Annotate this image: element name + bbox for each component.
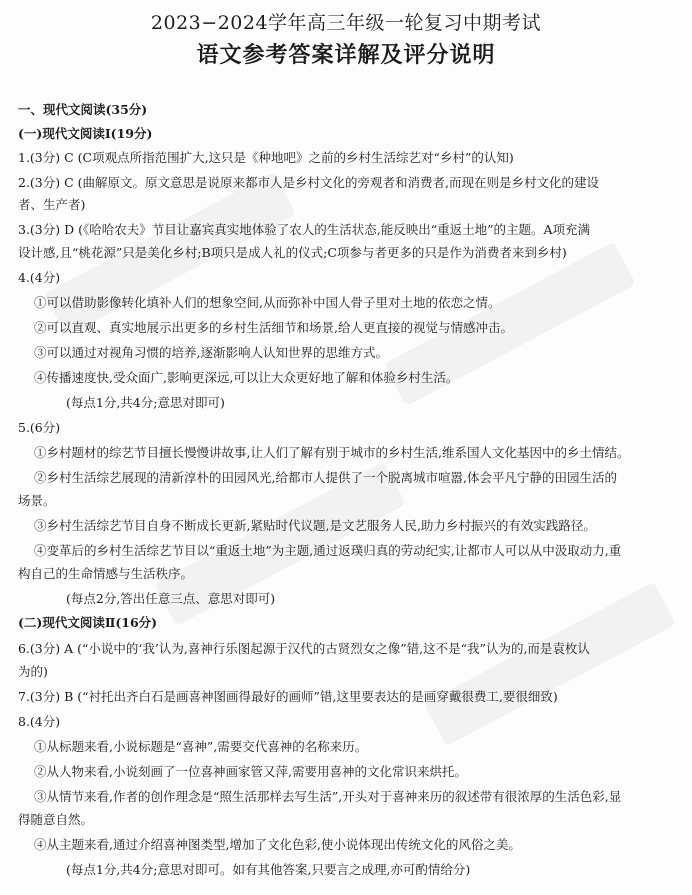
answer-point: ①可以借助影像转化填补人们的想象空间,从而弥补中国人骨子里对土地的依恋之情。 xyxy=(34,295,501,310)
answer-line: 为的) xyxy=(18,664,48,679)
section-heading: 一、现代文阅读(35分) xyxy=(18,102,148,117)
document-title: 语文参考答案详解及评分说明 xyxy=(196,42,496,68)
exam-title: 2023−2024学年高三年级一轮复习中期考试 xyxy=(150,12,542,34)
answer-point: ④传播速度快,受众面广,影响更深远,可以让大众更好地了解和体验乡村生活。 xyxy=(34,370,459,385)
answer-line: 2.(3分) C (曲解原文。原文意思是说原来都市人是乡村文化的旁观者和消费者,而现在则是乡村文化的建设 xyxy=(18,175,599,190)
scoring-note: (每点2分,答出任意三点、意思对即可) xyxy=(66,591,276,606)
watermark xyxy=(424,582,676,746)
answer-line: 7.(3分) B (“衬托出齐白石是画喜神图画得最好的画师”错,这里要表达的是画穿戴很费工,要很细致) xyxy=(18,689,558,704)
scoring-note: (每点1分,共4分;意思对即可。如有其他答案,只要言之成理,亦可酌情给分) xyxy=(66,862,471,877)
question-heading: 8.(4分) xyxy=(18,714,61,729)
answer-point: ①从标题来看,小说标题是“喜神”,需要交代喜神的名称来历。 xyxy=(34,739,368,754)
subsection-heading: (二)现代文阅读Ⅱ(16分) xyxy=(18,615,158,630)
answer-line: 3.(3分) D (《哈哈农夫》节目让嘉宾真实地体验了农人的生活状态,能反映出“重返土地”的主题。A项充满 xyxy=(18,222,591,237)
answer-line: 构自己的生命情感与生活秩序。 xyxy=(18,566,194,581)
answer-line: 得随意自然。 xyxy=(18,812,94,827)
answer-point: ②乡村生活综艺展现的清新淳朴的田园风光,给都市人提供了一个脱离城市喧嚣,体会平凡宁静的田园生活的 xyxy=(34,470,617,485)
answer-point: ②可以直观、真实地展示出更多的乡村生活细节和场景,给人更直接的视觉与情感冲击。 xyxy=(34,320,513,335)
scoring-note: (每点1分,共4分;意思对即可) xyxy=(66,395,225,410)
answer-line: 6.(3分) A (“小说中的‘我’认为,喜神行乐图起源于汉代的古贤烈女之像”错,这不是“我”认为的,而是袁枚认 xyxy=(18,641,590,656)
answer-point: ③乡村生活综艺节目自身不断成长更新,紧贴时代议题,是文艺服务人民,助力乡村振兴的有效实践路径。 xyxy=(34,518,596,533)
question-heading: 5.(6分) xyxy=(18,420,61,435)
answer-line: 场景。 xyxy=(18,493,56,508)
subsection-heading: (一)现代文阅读Ⅰ(19分) xyxy=(18,126,153,141)
answer-point: ③从情节来看,作者的创作理念是“照生活那样去写生活”,开头对于喜神来历的叙述带有很浓厚的生活色彩,显 xyxy=(34,789,622,804)
answer-point: ①乡村题材的综艺节目擅长慢慢讲故事,让人们了解有别于城市的乡村生活,维系国人文化基因中的乡土情结。 xyxy=(34,445,630,460)
answer-line: 设计感,且“桃花源”只是美化乡村;B项只是成人礼的仪式;C项参与者更多的只是作为消费者来到乡村) xyxy=(18,245,567,260)
answer-point: ②从人物来看,小说刻画了一位喜神画家管又萍,需要用喜神的文化常识来烘托。 xyxy=(34,764,467,779)
answer-line: 1.(3分) C (C项观点所指范围扩大,这只是《种地吧》之前的乡村生活综艺对“乡村”的认知) xyxy=(18,150,514,165)
answer-point: ④从主题来看,通过介绍喜神图类型,增加了文化色彩,使小说体现出传统文化的风俗之美。 xyxy=(34,837,521,852)
answer-line: 者、生产者) xyxy=(18,197,86,212)
answer-point: ③可以通过对视角习惯的培养,逐渐影响人认知世界的思维方式。 xyxy=(34,345,388,360)
question-heading: 4.(4分) xyxy=(18,270,61,285)
answer-point: ④变革后的乡村生活综艺节目以“重返土地”为主题,通过返璞归真的劳动纪实,让都市人可以从中汲取动力,重 xyxy=(34,543,622,558)
